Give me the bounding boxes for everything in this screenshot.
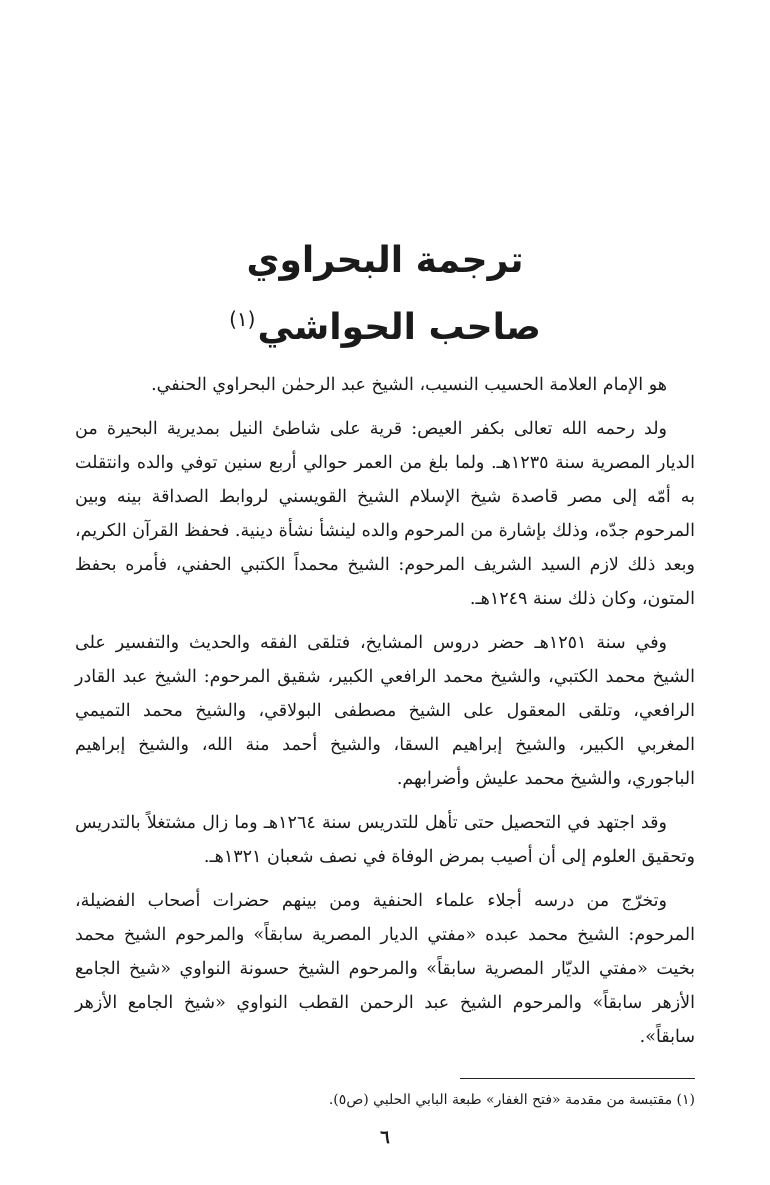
- title-line-2: [0, 290, 770, 357]
- title-line-2-text: صاحب الحواشي: [257, 307, 541, 348]
- paragraph-2: ولد رحمه الله تعالى بكفر العيص: قرية على شاطئ النيل بمديرية البحيرة من الديار المصرية سنة ١٢٣٥هـ. ولما بلغ من العمر حوالي أربع سنين توفي والده وانتقلت به أمّه إلى مصر قاصدة شيخ الإسلام الشيخ القويسني لروابط الصداقة بينه وبين المرحوم جدّه، وذلك بإشارة من المرحوم والده لينشأ نشأة دينية. فحفظ القرآن الكريم، وبعد ذلك لازم السيد الشريف المرحوم: الشيخ محمداً الكتبي الحفني، فأمره بحفظ المتون، وكان ذلك سنة ١٢٤٩هـ.: [75, 419, 695, 609]
- chapter-title: [0, 232, 770, 357]
- title-footnote-marker: (١): [229, 307, 256, 331]
- footnote: (١) مقتبسة من مقدمة «فتح الغفار» طبعة البابي الحلبي (ص٥).: [328, 1092, 695, 1108]
- title-line-1: ترجمة البحراوي: [246, 240, 524, 281]
- paragraph-3: وفي سنة ١٢٥١هـ حضر دروس المشايخ، فتلقى الفقه والحديث والتفسير على الشيخ محمد الكتبي، والشيخ محمد الرافعي الكبير، شقيق المرحوم: الشيخ عبد القادر الرافعي، وتلقى المعقول على الشيخ مصطفى البولاقي، والشيخ محمد التميمي المغربي الكبير، والشيخ إبراهيم السقا، والشيخ أحمد منة الله، والشيخ إبراهيم الباجوري، والشيخ محمد عليش وأضرابهم.: [75, 633, 695, 789]
- footnote-divider: [460, 1078, 695, 1079]
- page-number: ٦: [380, 1127, 390, 1148]
- paragraph-1: هو الإمام العلامة الحسيب النسيب، الشيخ عبد الرحمٰن البحراوي الحنفي.: [151, 375, 667, 395]
- paragraph-4: وقد اجتهد في التحصيل حتى تأهل للتدريس سنة ١٢٦٤هـ وما زال مشتغلاً بالتدريس وتحقيق العلوم إلى أن أصيب بمرض الوفاة في نصف شعبان ١٣٢١هـ.: [75, 813, 695, 867]
- paragraph-5: وتخرّج من درسه أجلاء علماء الحنفية ومن بينهم حضرات أصحاب الفضيلة، المرحوم: الشيخ محمد عبده «مفتي الديار المصرية سابقاً» والمرحوم الشيخ محمد بخيت «مفتي الديّار المصرية سابقاً» والمرحوم الشيخ حسونة النواوي «شيخ الجامع الأزهر سابقاً» والمرحوم الشيخ عبد الرحمن القطب النواوي «شيخ الجامع الأزهر سابقاً».: [75, 891, 695, 1047]
- body-text: [75, 368, 695, 1064]
